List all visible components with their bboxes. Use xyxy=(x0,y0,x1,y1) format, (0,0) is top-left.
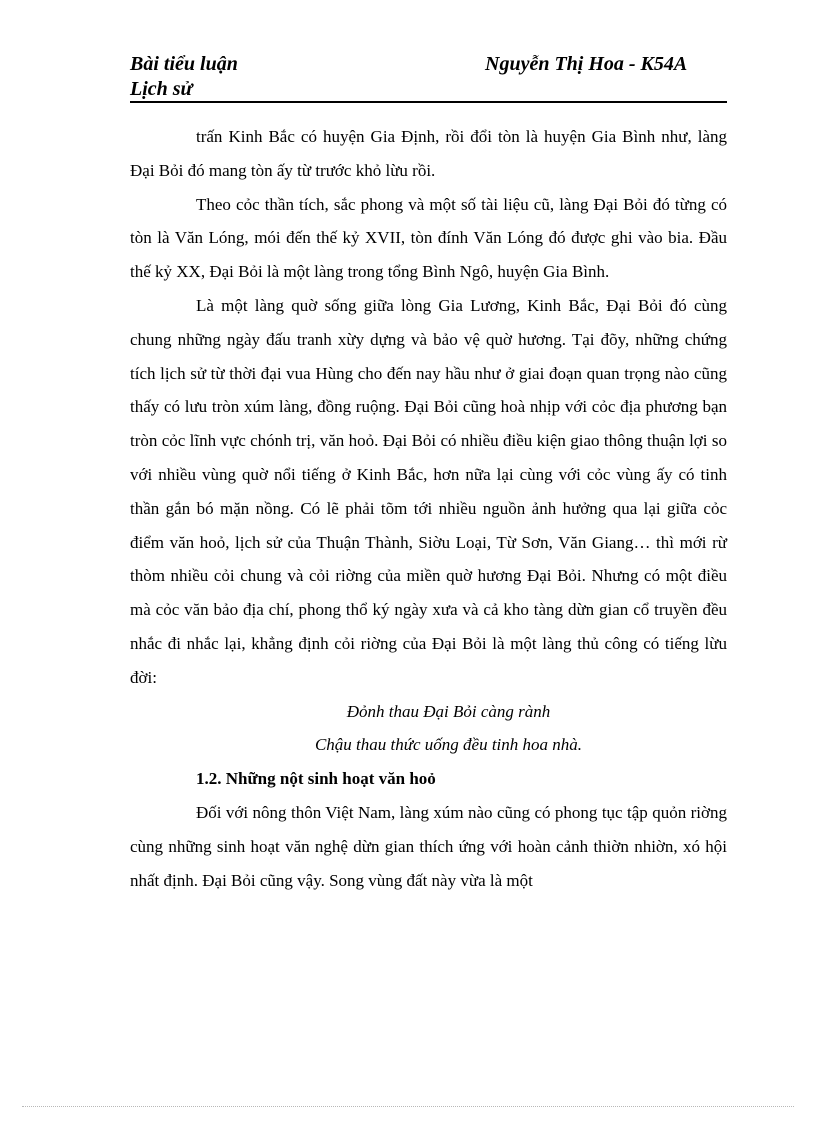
section-heading: 1.2. Những nột sinh hoạt văn hoỏ xyxy=(196,769,436,789)
verse-line: Chậu thau thức uống đều tinh hoa nhà. xyxy=(314,735,583,755)
header-author: Nguyễn Thị Hoa - K54A xyxy=(485,53,688,75)
verse-line: Đỏnh thau Đại Bỏi càng rành xyxy=(346,701,551,721)
header-title-line1: Bài tiểu luận xyxy=(130,53,238,75)
header-title-line2: Lịch sử xyxy=(130,78,193,100)
document-body xyxy=(130,120,727,897)
paragraph: Đối với nông thôn Việt Nam, làng xúm nào cũng có phong tục tập quỏn riờng cùng những sinh hoạt văn nghệ dừn gian thích ứng với hoàn cảnh thiờn nhiờn, xó hội nhất định. Đại Bỏi cũng vậy. Song vùng đất này vừa là một xyxy=(130,802,727,890)
paragraph: Là một làng quờ sống giữa lòng Gia Lương, Kinh Bắc, Đại Bỏi đó cùng chung những ngày đấu tranh xừy dựng và bảo vệ quờ hương. Tại đõy, những chứng tích lịch sử từ thời đại vua Hùng cho đến nay hầu như ở giai đoạn quan trọng nào cũng thấy có lưu tròn xúm làng, đồng ruộng. Đại Bỏi cũng hoà nhịp với cỏc địa phương bạn tròn cỏc lĩnh vực chónh trị, văn hoỏ. Đại Bỏi có nhiều điều kiện giao thông thuận lợi so với nhiều vùng quờ nổi tiếng ở Kinh Bắc, hơn nữa lại cùng với cỏc vùng ấy có tinh thần gắn bó mặn nồng. Có lẽ phải tõm tới nhiều nguồn ảnh hưởng qua lại giữa cỏc điểm văn hoỏ, lịch sử của Thuận Thành, Siờu Loại, Từ Sơn, Văn Giang… thì mới rừ thòm nhiều cỏi chung và cỏi riờng của miền quờ hương Đại Bỏi. Nhưng có một điều mà cỏc văn bảo địa chí, phong thổ ký ngày xưa và cả kho tàng dừn gian cổ truyền đều nhắc đi nhắc lại, khẳng định cỏi riờng của Đại Bỏi là một làng thủ công có tiếng lừu đời: xyxy=(130,295,727,687)
paragraph: Theo cỏc thần tích, sắc phong và một số tài liệu cũ, làng Đại Bỏi đó từng có tòn là Văn Lóng, mói đến thế kỷ XVII, tòn đính Văn Lóng đó được ghi vào bia. Đầu thế kỷ XX, Đại Bỏi là một làng trong tổng Bình Ngô, huyện Gia Bình. xyxy=(130,194,727,282)
paragraph: trấn Kinh Bắc có huyện Gia Định, rồi đổi tòn là huyện Gia Bình như, làng Đại Bỏi đó mang tòn ấy từ trước khỏ lừu rồi. xyxy=(130,127,727,180)
header-divider xyxy=(130,101,727,103)
page-footer-divider xyxy=(22,1106,794,1107)
page-header xyxy=(130,52,727,102)
